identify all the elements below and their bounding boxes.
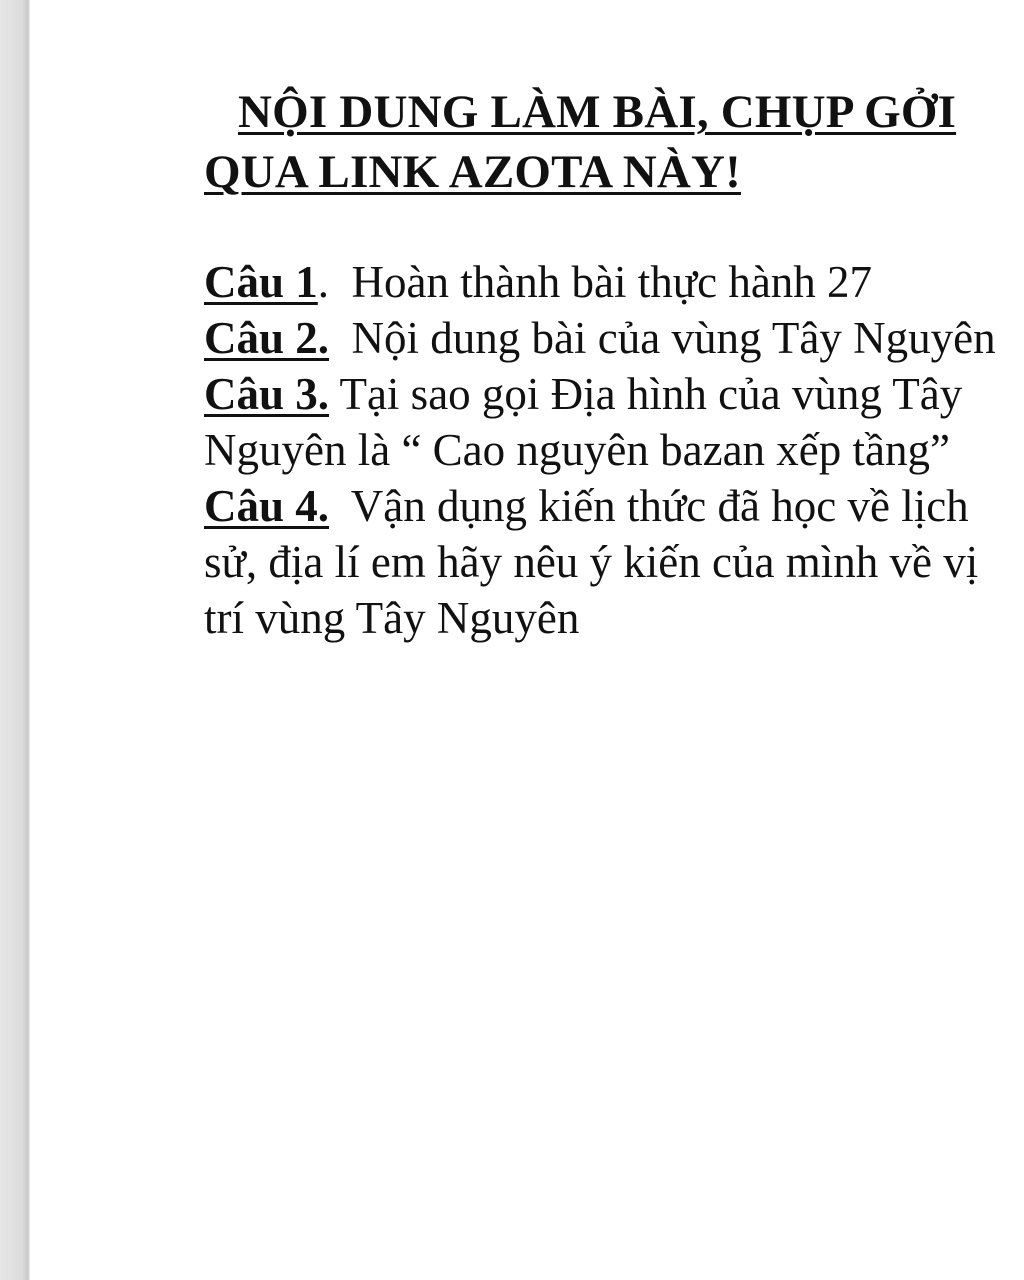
question-3	[204, 366, 1004, 478]
question-3-label: Câu 3.	[204, 369, 330, 419]
question-1-label: Câu 1	[204, 257, 318, 307]
question-4	[204, 478, 1004, 646]
question-4-text: Vận dụng kiến thức đã học về lịch sử, địa lí em hãy nêu ý kiến của mình về vị trí vùng Tây Nguyên	[204, 481, 990, 643]
question-2	[204, 310, 1004, 366]
question-2-label: Câu 2.	[204, 313, 330, 363]
question-1-text: . Hoàn thành bài thực hành 27	[317, 257, 873, 307]
question-2-text: Nội dung bài của vùng Tây Nguyên	[329, 313, 996, 363]
question-1	[204, 254, 1004, 310]
document-page[interactable]	[32, 0, 1024, 1280]
question-3-text: Tại sao gọi Địa hình của vùng Tây Nguyên là “ Cao nguyên bazan xếp tầng”	[204, 369, 974, 475]
document-heading: NỘI DUNG LÀM BÀI, CHỤP GỞI QUA LINK AZOTA NÀY!	[204, 86, 957, 198]
viewer-gutter	[0, 0, 30, 1280]
question-4-label: Câu 4.	[204, 481, 330, 531]
page-content	[204, 82, 1004, 646]
question-list	[204, 254, 1004, 646]
